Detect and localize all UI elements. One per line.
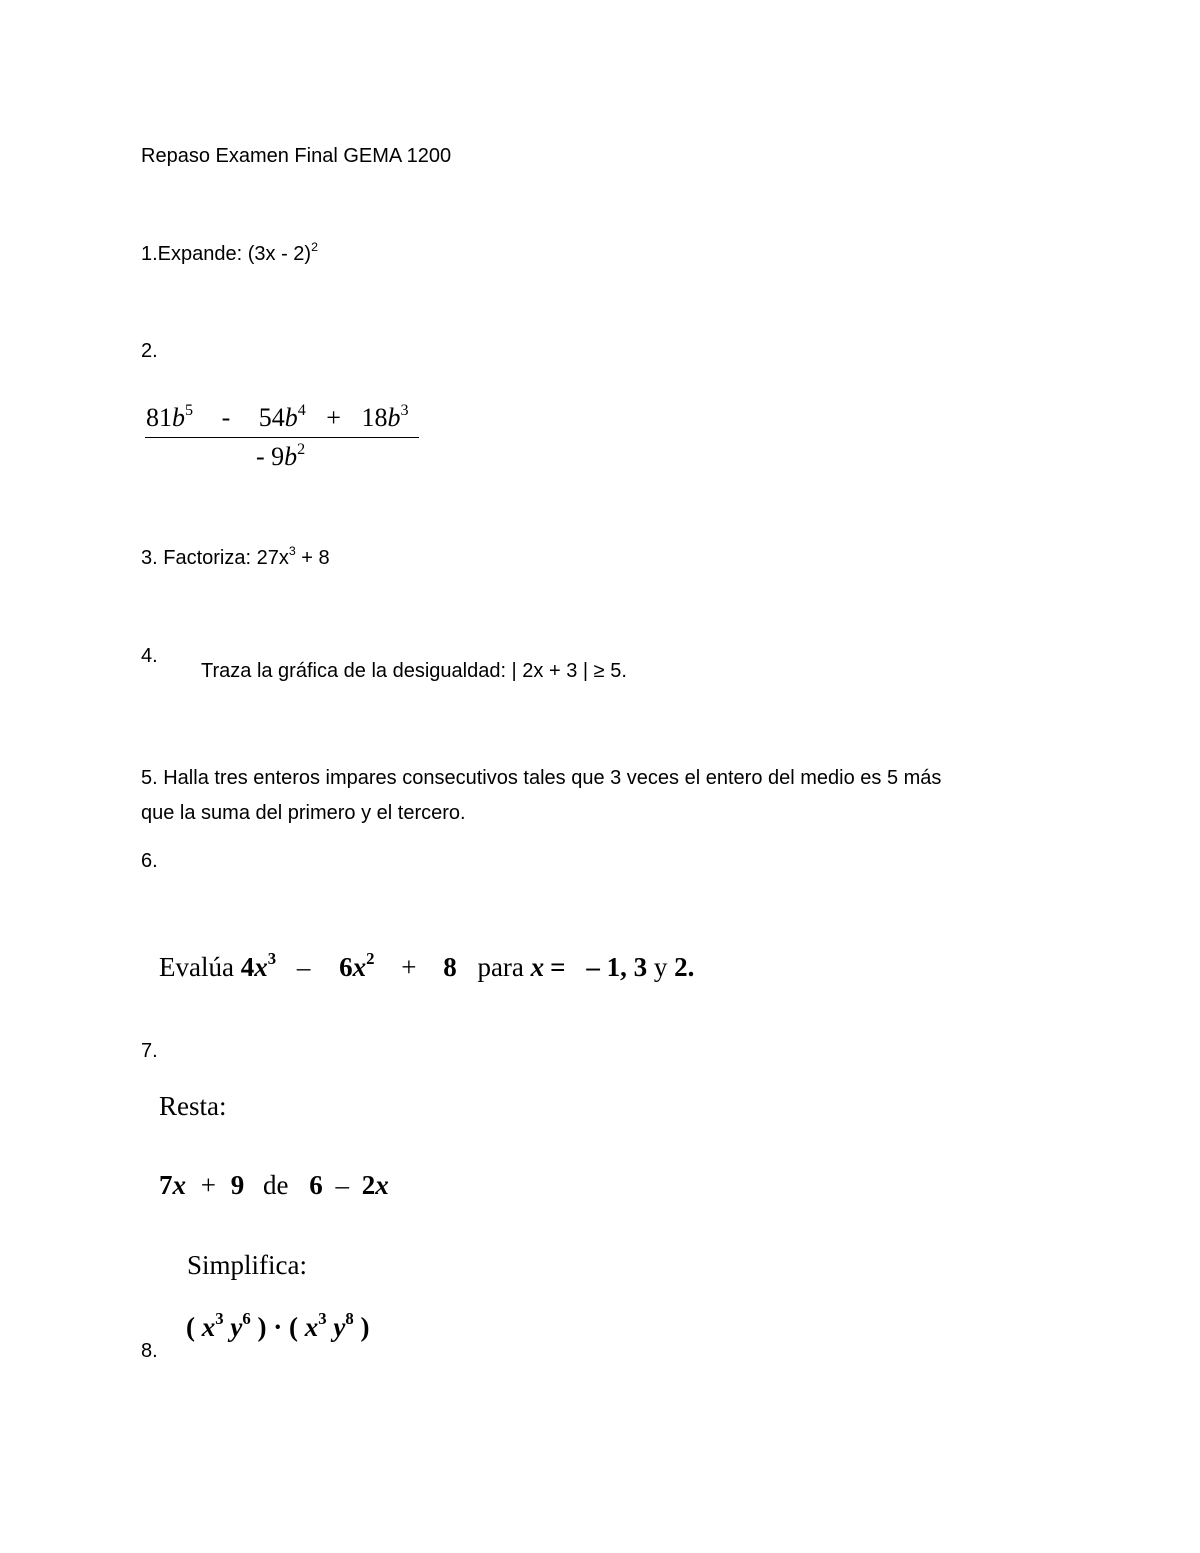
page-title: Repaso Examen Final GEMA 1200 [141,145,452,167]
fraction-bar [145,437,419,438]
question-3-exponent: 3 [288,544,296,559]
question-7-expression: 7x + 9 de 6 – 2x [159,1170,389,1200]
question-4-number: 4. [141,645,158,667]
question-4-text: Traza la gráfica de la desigualdad: | 2x + 3 | ≥ 5. [201,660,627,682]
question-1 [141,240,318,266]
question-2-denominator: - $9b^2$ [256,440,306,471]
question-3 [141,544,330,570]
question-3-rest: + 8 [295,547,330,569]
question-6-expression: Evalúa $4x^3 - 6x^2 + 8$ para x = – 1, 3 y 2. [159,949,695,982]
question-8-expression: ( $x^3$ $y^6$ ) · ( $x^3$ $y^8$ ) [186,1309,370,1342]
question-8-number: 8. [141,1340,158,1362]
question-1-exponent: 2 [311,240,318,255]
question-8-label: Simplifica: [187,1250,307,1280]
question-7-number: 7. [141,1040,158,1062]
question-2-numerator: $81b^5 - 54b^4 + 18b^3$ [146,401,409,432]
question-7-label: Resta: [159,1091,227,1121]
question-6-number: 6. [141,850,158,872]
question-5-line-2: que la suma del primero y el tercero. [141,802,466,824]
question-5-line-1: 5. Halla tres enteros impares consecutivos tales que 3 veces el entero del medio es 5 más [141,767,942,789]
question-3-text: 3. Factoriza: 27x [141,547,289,569]
question-1-text: 1.Expande: (3x - 2) [141,243,312,265]
question-2-number: 2. [141,340,158,362]
